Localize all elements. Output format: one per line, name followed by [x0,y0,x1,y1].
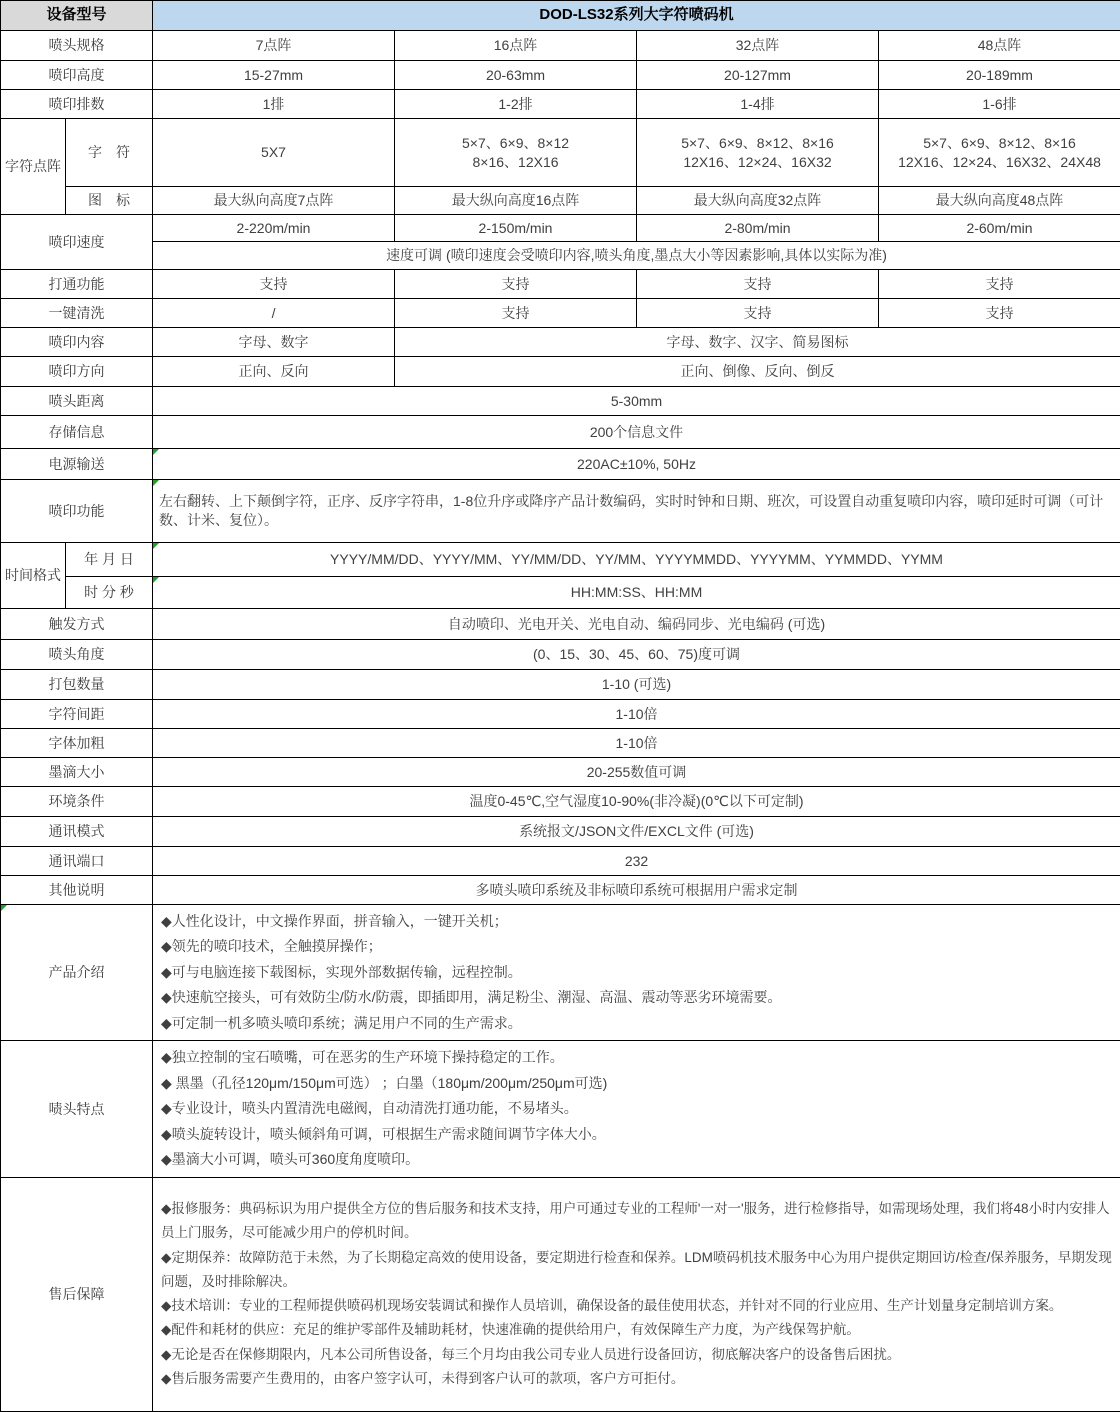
cell: 1-10倍 [153,729,1120,758]
table-row [1,905,1120,1041]
cell: 1-6排 [879,90,1120,119]
cell [637,119,879,187]
list-item: ◆领先的喷印技术，全触摸屏操作； [161,934,1112,959]
cell: 最大纵向高度16点阵 [395,187,637,215]
row-label: 一键清洗 [1,299,153,328]
cell-line: 5×7、6×9、8×12 [462,135,569,151]
cell: 最大纵向高度48点阵 [879,187,1120,215]
cell: 1-10 (可选) [153,670,1120,700]
cell: 15-27mm [153,61,395,90]
row-label: 售后保障 [1,1177,153,1411]
row-label: 喷印方向 [1,357,153,387]
cell [153,480,1120,543]
table-row [1,242,1120,270]
table-row [1,480,1120,543]
row-label: 触发方式 [1,609,153,640]
row-label: 存储信息 [1,416,153,449]
product-intro-cell [153,905,1120,1041]
row-label: 通讯模式 [1,817,153,847]
cell: 最大纵向高度7点阵 [153,187,395,215]
cell: 48点阵 [879,31,1120,61]
row-label: 通讯端口 [1,847,153,876]
table-row [1,640,1120,670]
row-group-label: 时间格式 [1,543,66,609]
cell: 1-2排 [395,90,637,119]
table-row [1,449,1120,480]
table-row [1,817,1120,847]
row-sublabel: 年 月 日 [66,543,153,577]
comment-marker-icon [153,480,159,486]
cell-line: 5×7、6×9、8×12、8×16 [923,135,1076,151]
table-row [1,90,1120,119]
cell: 2-220m/min [153,215,395,242]
row-label: 喷印速度 [1,215,153,270]
table-row [1,357,1120,387]
row-label: 打包数量 [1,670,153,700]
table-row [1,609,1120,640]
cell: 2-80m/min [637,215,879,242]
list-item: ◆快速航空接头，可有效防尘/防水/防震，即插即用，满足粉尘、潮湿、高温、震动等恶劣环境需要。 [161,985,1112,1010]
row-label: 喷印内容 [1,328,153,357]
list-item: ◆售后服务需要产生费用的，由客户签字认可，未得到客户认可的款项，客户方可拒付。 [161,1367,1112,1391]
row-label: 喷头角度 [1,640,153,670]
cell: 正向、倒像、反向、倒反 [395,357,1120,387]
table-row [1,215,1120,242]
table-row [1,31,1120,61]
list-item: ◆专业设计，喷头内置清洗电磁阀，自动清洗打通功能，不易堵头。 [161,1096,1112,1121]
list-item: ◆可定制一机多喷头喷印系统；满足用户不同的生产需求。 [161,1011,1112,1036]
cell: 最大纵向高度32点阵 [637,187,879,215]
cell: 1排 [153,90,395,119]
cell: 5-30mm [153,387,1120,416]
cell: 支持 [637,270,879,299]
cell: 7点阵 [153,31,395,61]
cell: 多喷头喷印系统及非标喷印系统可根据用户需求定制 [153,876,1120,905]
comment-marker-icon [153,577,159,583]
cell: 支持 [637,299,879,328]
table-row [1,577,1120,609]
cell: (0、15、30、45、60、75)度可调 [153,640,1120,670]
table-row [1,787,1120,817]
cell [153,577,1120,609]
cell-text: 左右翻转、上下颠倒字符，正序、反序字符串，1-8位升序或降序产品计数编码，实时时钟和日期、班次，可设置自动重复喷印内容，喷印延时可调（可计数、计米、复位）。 [159,493,1103,528]
row-label: 其他说明 [1,876,153,905]
table-row [1,299,1120,328]
cell-line: 8×16、12X16 [473,154,559,170]
cell: 20-127mm [637,61,879,90]
cell: 20-63mm [395,61,637,90]
table-row [1,387,1120,416]
row-label: 喷头距离 [1,387,153,416]
table-row [1,270,1120,299]
row-label: 啧头特点 [1,1041,153,1177]
cell: 32点阵 [637,31,879,61]
device-model-label: 设备型号 [1,1,153,31]
cell: 支持 [153,270,395,299]
cell: / [153,299,395,328]
row-label: 喷印高度 [1,61,153,90]
cell: 支持 [395,299,637,328]
table-row [1,187,1120,215]
cell-text: YYYY/MM/DD、YYYY/MM、YY/MM/DD、YY/MM、YYYYMMDD、YYYYMM、YYMMDD、YYMM [330,551,943,567]
comment-marker-icon [153,449,159,455]
table-row [1,416,1120,449]
table-row [1,729,1120,758]
cell-line: 5×7、6×9、8×12、8×16 [681,135,834,151]
table-row [1,758,1120,787]
table-row [1,876,1120,905]
table-row [1,61,1120,90]
cell [153,449,1120,480]
cell: 2-60m/min [879,215,1120,242]
row-label: 墨滴大小 [1,758,153,787]
row-label: 环境条件 [1,787,153,817]
table-row [1,700,1120,729]
cell: 20-189mm [879,61,1120,90]
row-label-text: 产品介绍 [49,964,105,980]
row-sublabel: 时 分 秒 [66,577,153,609]
list-item: ◆墨滴大小可调，喷头可360度角度喷印。 [161,1147,1112,1172]
table-row [1,1177,1120,1411]
cell [153,543,1120,577]
row-group-label: 字符点阵 [1,119,66,215]
row-label: 电源输送 [1,449,153,480]
after-sales-cell [153,1177,1120,1411]
list-item: ◆喷头旋转设计，喷头倾斜角可调，可根据生产需求随间调节字体大小。 [161,1122,1112,1147]
table-row [1,670,1120,700]
table-row [1,328,1120,357]
cell: 2-150m/min [395,215,637,242]
cell: 支持 [879,270,1120,299]
table-row [1,1041,1120,1177]
table-row [1,847,1120,876]
row-sublabel: 字 符 [66,119,153,187]
cell-text: HH:MM:SS、HH:MM [571,584,702,600]
cell: 字母、数字 [153,328,395,357]
nozzle-features-cell [153,1041,1120,1177]
comment-marker-icon [1,905,7,911]
cell: 支持 [395,270,637,299]
cell [395,119,637,187]
row-label: 喷印排数 [1,90,153,119]
cell-line: 12X16、12×24、16X32 [683,154,831,170]
list-item: ◆技术培训：专业的工程师提供喷码机现场安装调试和操作人员培训，确保设备的最佳使用状态，并针对不同的行业应用、生产计划量身定制培训方案。 [161,1294,1112,1318]
cell-line: 12X16、12×24、16X32、24X48 [898,154,1101,170]
row-sublabel: 图 标 [66,187,153,215]
cell: 20-255数值可调 [153,758,1120,787]
speed-note: 速度可调 (喷印速度会受喷印内容,喷头角度,墨点大小等因素影响,具体以实际为准) [153,242,1120,270]
cell: 1-10倍 [153,700,1120,729]
row-label: 喷印功能 [1,480,153,543]
cell: 字母、数字、汉字、简易图标 [395,328,1120,357]
cell [879,119,1120,187]
list-item: ◆报修服务：典码标识为用户提供全方位的售后服务和技术支持，用户可通过专业的工程师'一对一'服务，进行检修指导，如需现场处理，我们将48小时内安排人员上门服务，尽可能减少用户的停机时间。 [161,1197,1112,1246]
list-item: ◆可与电脑连接下载图标，实现外部数据传输，远程控制。 [161,960,1112,985]
table-row [1,119,1120,187]
cell: 系统报文/JSON文件/EXCL文件 (可选) [153,817,1120,847]
list-item: ◆人性化设计，中文操作界面，拼音输入，一键开关机； [161,909,1112,934]
table-row-header [1,1,1120,31]
row-label: 喷头规格 [1,31,153,61]
cell-text: 220AC±10%, 50Hz [577,456,696,472]
cell: 200个信息文件 [153,416,1120,449]
cell: 232 [153,847,1120,876]
row-label: 打通功能 [1,270,153,299]
list-item: ◆无论是否在保修期限内，凡本公司所售设备，每三个月均由我公司专业人员进行设备回访，彻底解决客户的设备售后困扰。 [161,1343,1112,1367]
cell: 1-4排 [637,90,879,119]
cell: 支持 [879,299,1120,328]
list-item: ◆独立控制的宝石喷嘴，可在恶劣的生产环境下操持稳定的工作。 [161,1045,1112,1070]
row-label [1,905,153,1041]
cell: 16点阵 [395,31,637,61]
list-item: ◆配件和耗材的供应：充足的维护零部件及辅助耗材，快速准确的提供给用户，有效保障生产力度，为产线保驾护航。 [161,1318,1112,1342]
cell: 自动喷印、光电开关、光电自动、编码同步、光电编码 (可选) [153,609,1120,640]
page-title: DOD-LS32系列大字符喷码机 [153,1,1120,31]
comment-marker-icon [153,543,159,549]
cell: 温度0-45℃,空气湿度10-90%(非冷凝)(0℃以下可定制) [153,787,1120,817]
cell: 正向、反向 [153,357,395,387]
list-item: ◆定期保养：故障防范于未然，为了长期稳定高效的使用设备，要定期进行检查和保养。LDM喷码机技术服务中心为用户提供定期回访/检查/保养服务，早期发现问题，及时排除解决。 [161,1246,1112,1295]
table-row [1,543,1120,577]
list-item: ◆ 黑墨（孔径120μm/150μm可选） ；白墨（180μm/200μm/250μm可选) [161,1071,1112,1096]
row-label: 字体加粗 [1,729,153,758]
cell: 5X7 [153,119,395,187]
row-label: 字符间距 [1,700,153,729]
